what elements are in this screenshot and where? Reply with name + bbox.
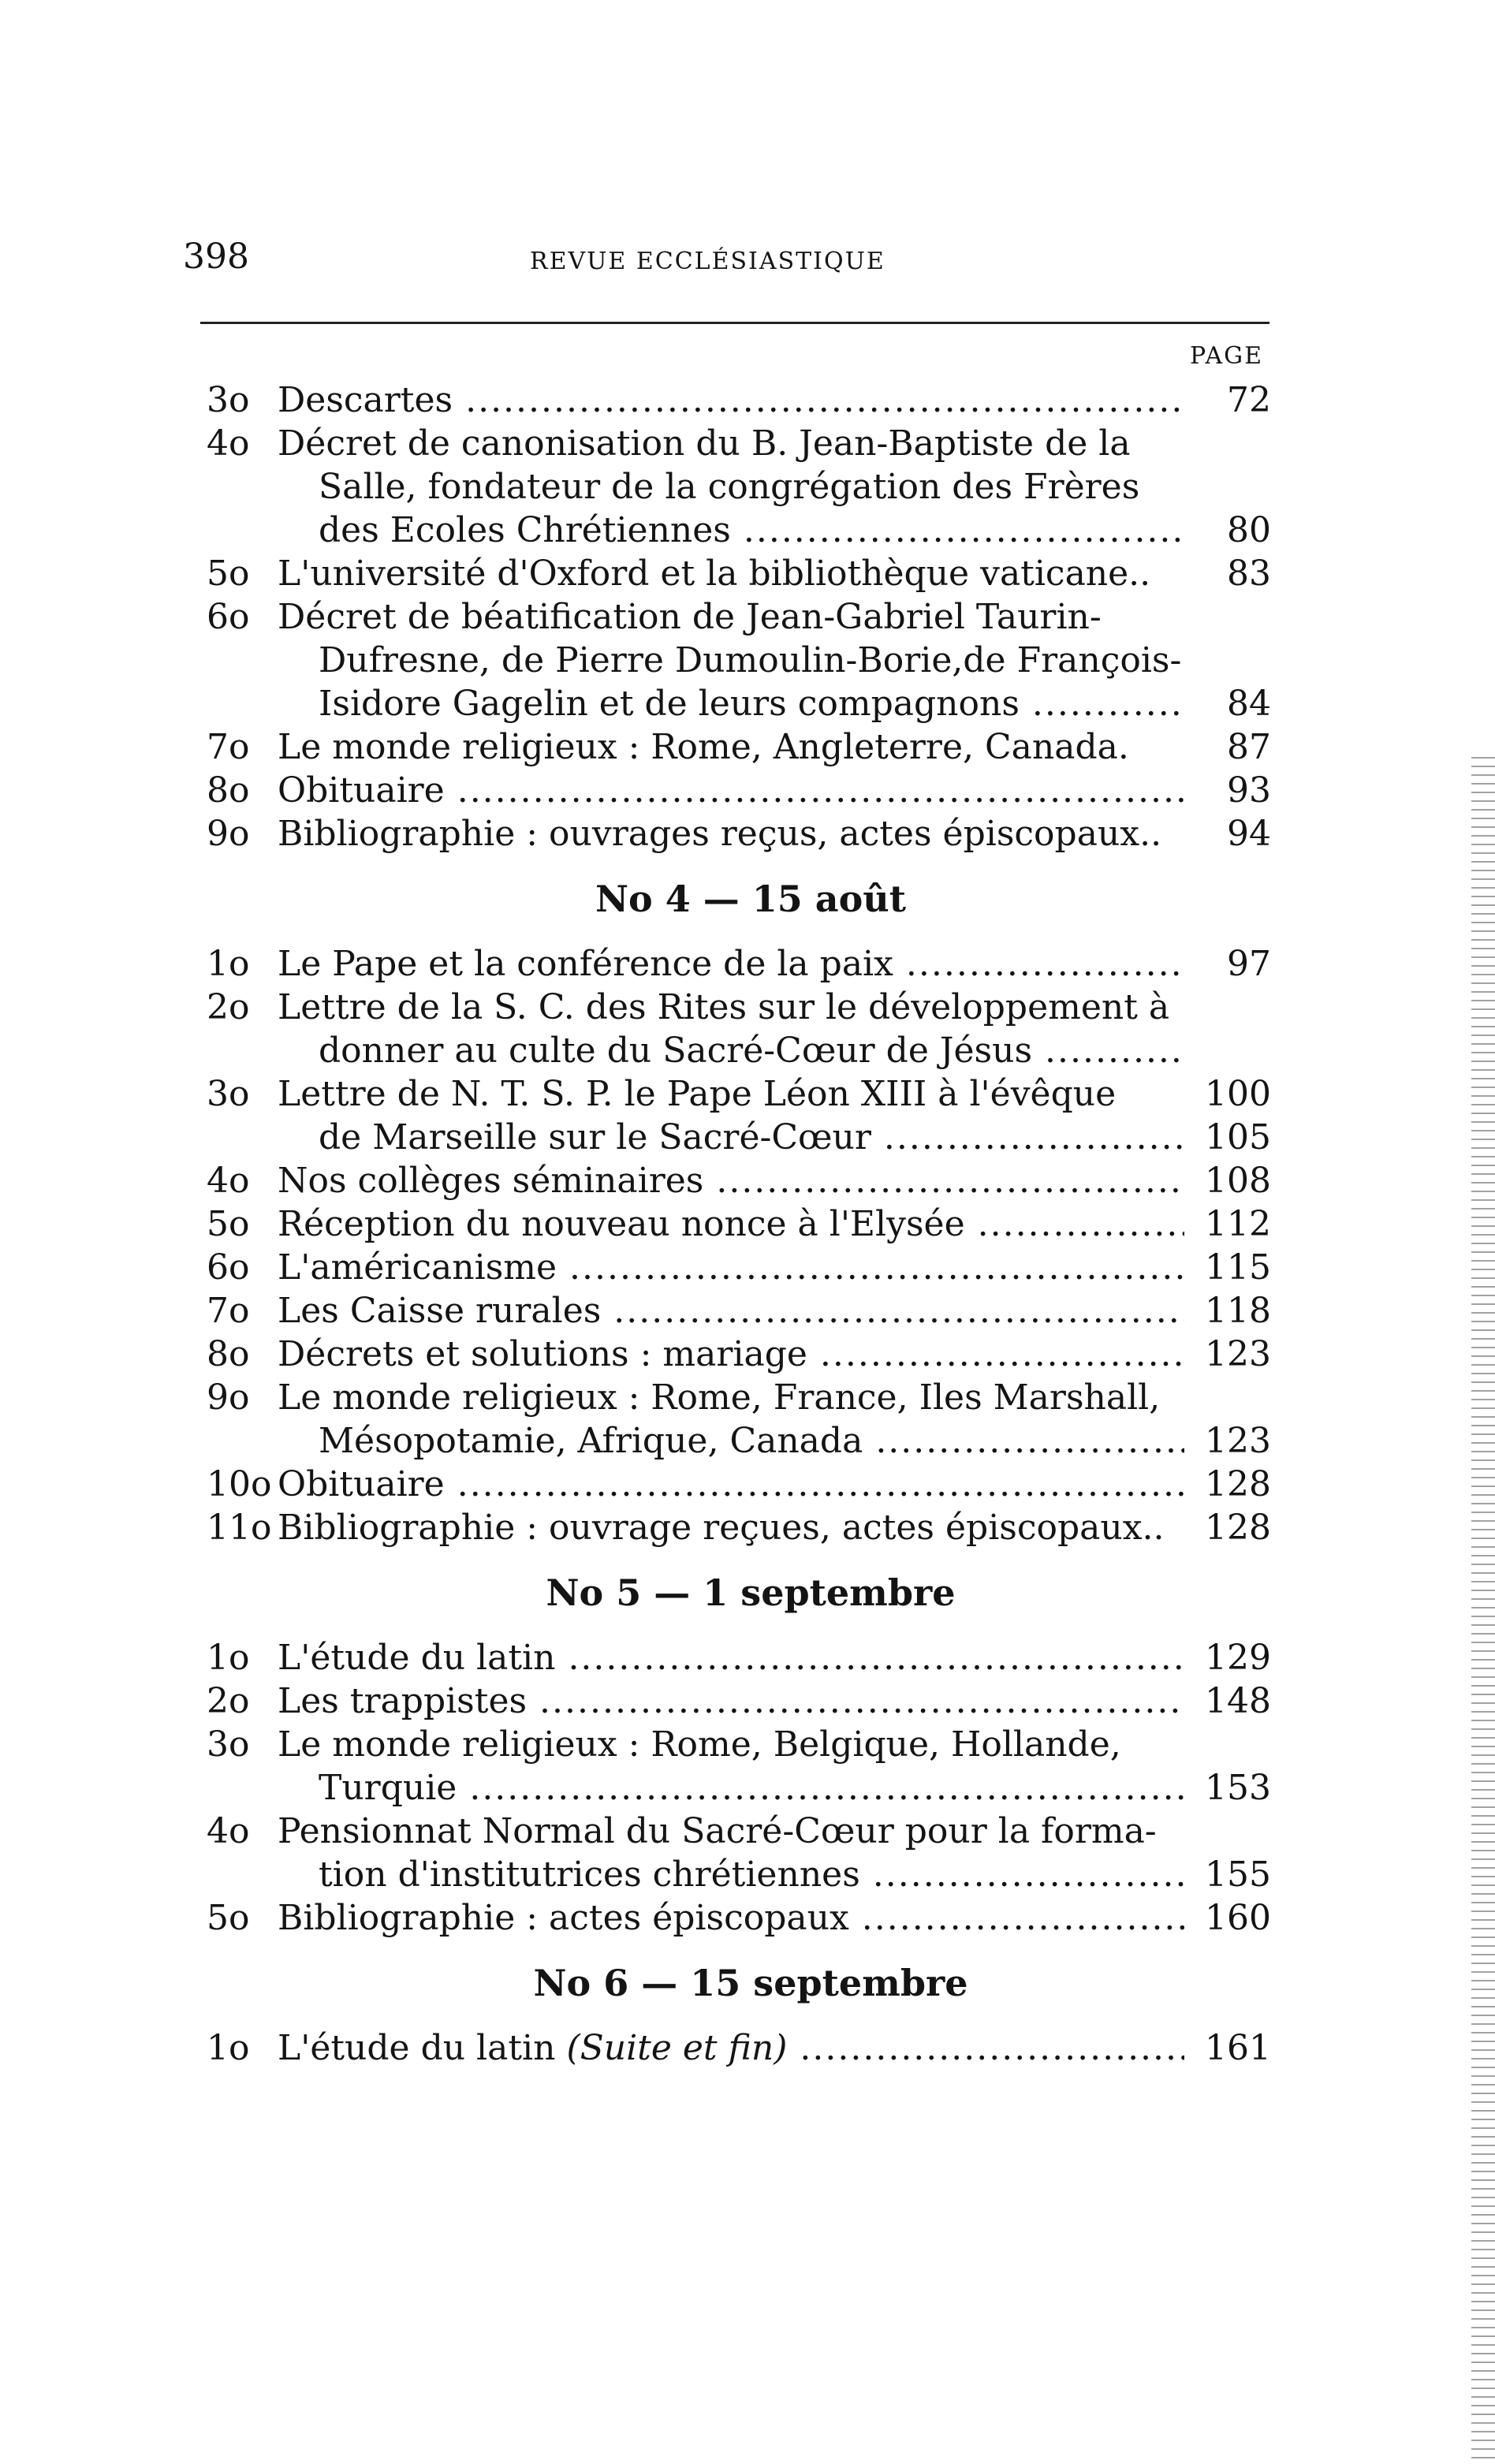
- entry-title-text: tion d'institutrices chrétiennes: [319, 1855, 860, 1895]
- toc-row: [183, 1853, 1271, 1896]
- entry-title-text: Les Caisse rurales: [278, 1291, 602, 1331]
- journal-title: REVUE ECCLÉSIASTIQUE: [530, 248, 885, 275]
- entry-title: [278, 552, 1184, 595]
- entry-page: 105: [1205, 1117, 1271, 1157]
- entry-title: [278, 1289, 1184, 1333]
- entry-title-text: Nos collèges séminaires: [278, 1161, 704, 1201]
- page-column-label: PAGE: [1190, 342, 1263, 370]
- entry-page: 148: [1205, 1681, 1271, 1721]
- entry-number: 7o: [207, 1291, 250, 1331]
- entry-page: 128: [1205, 1464, 1271, 1504]
- entry-number: 1o: [207, 944, 250, 984]
- entry-title-text: L'étude du latin: [278, 1638, 556, 1678]
- entry-title-text: Turquie: [319, 1768, 457, 1808]
- entry-number: 8o: [207, 1334, 250, 1374]
- entry-title: [278, 1246, 1184, 1289]
- entry-page: 112: [1205, 1204, 1271, 1244]
- entry-title: [278, 595, 1184, 639]
- entry-title-text: Décret de béatification de Jean-Gabriel Taurin-: [278, 597, 1102, 637]
- entry-title: [319, 1853, 1184, 1896]
- entry-title-text: L'américanisme: [278, 1247, 557, 1288]
- entry-title: [278, 1810, 1184, 1853]
- toc-row: [183, 2026, 1271, 2070]
- entry-title-text: Le Pape et la conférence de la paix: [278, 944, 893, 984]
- entry-page: 93: [1227, 770, 1271, 811]
- entry-title: [319, 509, 1184, 552]
- entry-title-text: Le monde religieux : Rome, Belgique, Hollande,: [278, 1724, 1121, 1765]
- entry-title-text: Décret de canonisation du B. Jean-Baptiste de la: [278, 423, 1131, 464]
- entry-page: 72: [1227, 380, 1271, 420]
- entry-page: 83: [1227, 554, 1271, 594]
- entry-title-text: Mésopotamie, Afrique, Canada: [319, 1421, 863, 1461]
- entry-number: 7o: [207, 727, 250, 767]
- entry-title: [278, 769, 1184, 812]
- section-title: No 5 — 1 septembre: [546, 1571, 956, 1614]
- entry-title-text: Lettre de la S. C. des Rites sur le développement à: [278, 987, 1170, 1027]
- entry-title: [278, 378, 1184, 422]
- entry-page: 129: [1205, 1638, 1271, 1678]
- entry-number: 6o: [207, 1247, 250, 1288]
- entry-number: 3o: [207, 1724, 250, 1765]
- entry-title: [278, 1333, 1184, 1376]
- entry-title-text: Dufresne, de Pierre Dumoulin-Borie,de François-: [319, 640, 1182, 680]
- toc-row: [183, 1116, 1271, 1159]
- entry-title-text: Décrets et solutions : mariage: [278, 1334, 807, 1374]
- toc-row: [183, 1679, 1271, 1723]
- entry-title: [278, 812, 1184, 856]
- entry-title: [319, 1766, 1184, 1810]
- toc-row: [183, 1506, 1271, 1549]
- entry-number: 10o: [207, 1464, 272, 1504]
- entry-title: [278, 2026, 1184, 2070]
- entry-page: 100: [1205, 1074, 1271, 1114]
- entry-number: 5o: [207, 1898, 250, 1938]
- entry-number: 4o: [207, 423, 250, 464]
- entry-title-text: Bibliographie : actes épiscopaux: [278, 1898, 849, 1938]
- entry-page: 123: [1205, 1421, 1271, 1461]
- entry-number: 9o: [207, 814, 250, 854]
- entry-title: [278, 1896, 1184, 1940]
- entry-title-text: L'université d'Oxford et la bibliothèque vaticane..: [278, 554, 1151, 594]
- entry-number: 4o: [207, 1161, 250, 1201]
- entry-title-text: Isidore Gagelin et de leurs compagnons: [319, 684, 1020, 724]
- toc-row: [183, 812, 1271, 856]
- entry-title: [278, 422, 1184, 465]
- entry-title-text: Le monde religieux : Rome, France, Iles Marshall,: [278, 1377, 1161, 1418]
- toc-row: [183, 986, 1271, 1029]
- entry-title: [278, 1202, 1184, 1246]
- toc-row: [183, 595, 1271, 639]
- entry-number: 8o: [207, 770, 250, 811]
- entry-title: [278, 1376, 1184, 1419]
- entry-title-text: de Marseille sur le Sacré-Cœur: [319, 1117, 871, 1157]
- toc-row: [183, 1202, 1271, 1246]
- toc-row: [183, 1636, 1271, 1679]
- entry-title-text: Lettre de N. T. S. P. le Pape Léon XIII à l'évêque: [278, 1074, 1117, 1114]
- toc-row: [183, 509, 1271, 552]
- entry-page: 161: [1205, 2028, 1271, 2068]
- entry-page: 118: [1205, 1291, 1271, 1331]
- entry-number: 2o: [207, 1681, 250, 1721]
- entry-page: 160: [1205, 1898, 1271, 1938]
- section-title: No 4 — 15 août: [595, 878, 906, 920]
- entry-title: [278, 1679, 1184, 1723]
- toc-row: [183, 725, 1271, 769]
- entry-title: [278, 1463, 1184, 1506]
- entry-page: 115: [1205, 1247, 1271, 1288]
- running-head: [183, 237, 1271, 284]
- entry-title-text: des Ecoles Chrétiennes: [319, 510, 731, 550]
- entry-title: [278, 1506, 1184, 1549]
- entry-title: [319, 1116, 1184, 1159]
- toc-row: [183, 552, 1271, 595]
- entry-title: [319, 682, 1184, 725]
- toc-row: [183, 1896, 1271, 1940]
- entry-number: 5o: [207, 1204, 250, 1244]
- entry-number: 3o: [207, 1074, 250, 1114]
- entry-page: 80: [1227, 510, 1271, 550]
- entry-title: [319, 1419, 1184, 1463]
- entry-title: [278, 1159, 1184, 1202]
- entry-title-italic: (Suite et fin): [566, 2028, 788, 2068]
- toc-row: [183, 682, 1271, 725]
- toc-row: [183, 1376, 1271, 1419]
- toc-row: [183, 1072, 1271, 1116]
- toc-row: [183, 422, 1271, 465]
- entry-title: [319, 639, 1184, 682]
- entry-number: 6o: [207, 597, 250, 637]
- entry-number: 1o: [207, 1638, 250, 1678]
- toc-row: [183, 942, 1271, 986]
- entry-number: 1o: [207, 2028, 250, 2068]
- toc-row: [183, 1723, 1271, 1766]
- toc-row: [183, 1159, 1271, 1202]
- page-number: 398: [183, 237, 249, 277]
- entry-page: 153: [1205, 1768, 1271, 1808]
- section-title: No 6 — 15 septembre: [533, 1962, 968, 2004]
- entry-number: 5o: [207, 554, 250, 594]
- entry-number: 4o: [207, 1811, 250, 1851]
- entry-title: [278, 986, 1184, 1029]
- entry-title-text: Bibliographie : ouvrages reçus, actes épiscopaux..: [278, 814, 1162, 854]
- toc-row: [183, 1419, 1271, 1463]
- entry-page: 84: [1227, 684, 1271, 724]
- entry-title-text: Obituaire: [278, 1464, 445, 1504]
- entry-title-text: Descartes: [278, 380, 453, 420]
- toc-row: [183, 1289, 1271, 1333]
- entry-title: [319, 1029, 1184, 1072]
- toc-row: [183, 769, 1271, 812]
- entry-title-text: Les trappistes: [278, 1681, 528, 1721]
- document-page: [183, 0, 1271, 2464]
- toc-row: [183, 1333, 1271, 1376]
- entry-page: 97: [1227, 944, 1271, 984]
- toc-row: [183, 378, 1271, 422]
- entry-page: 155: [1205, 1855, 1271, 1895]
- toc-row: [183, 1810, 1271, 1853]
- entry-title: [278, 1072, 1184, 1116]
- toc-row: [183, 1463, 1271, 1506]
- toc-row: [183, 1246, 1271, 1289]
- entry-title: [278, 725, 1184, 769]
- entry-number: 2o: [207, 987, 250, 1027]
- header-rule: [200, 322, 1269, 324]
- entry-title: [319, 465, 1184, 509]
- toc-row: [183, 1029, 1271, 1072]
- entry-number: 3o: [207, 380, 250, 420]
- entry-title-text: Salle, fondateur de la congrégation des Frères: [319, 467, 1140, 507]
- entry-title-text: Le monde religieux : Rome, Angleterre, Canada.: [278, 727, 1129, 767]
- entry-title-text: Bibliographie : ouvrage reçues, actes épiscopaux..: [278, 1508, 1165, 1548]
- entry-title-text: L'étude du latin: [278, 2028, 556, 2068]
- toc-row: [183, 639, 1271, 682]
- entry-title-text: Pensionnat Normal du Sacré-Cœur pour la forma-: [278, 1811, 1157, 1851]
- binding-edge-marks: [1471, 757, 1495, 2464]
- entry-page: 128: [1205, 1508, 1271, 1548]
- entry-page: 123: [1205, 1334, 1271, 1374]
- entry-number: 9o: [207, 1377, 250, 1418]
- entry-page: 87: [1227, 727, 1271, 767]
- table-of-contents: [183, 378, 1271, 2070]
- entry-title: [278, 1723, 1184, 1766]
- entry-title-text: Obituaire: [278, 770, 445, 811]
- entry-title: [278, 942, 1184, 986]
- toc-row: [183, 465, 1271, 509]
- toc-row: [183, 1766, 1271, 1810]
- entry-number: 11o: [207, 1508, 272, 1548]
- entry-title: [278, 1636, 1184, 1679]
- entry-page: 108: [1205, 1161, 1271, 1201]
- entry-title-text: Réception du nouveau nonce à l'Elysée: [278, 1204, 965, 1244]
- entry-page: 94: [1227, 814, 1271, 854]
- entry-title-text: donner au culte du Sacré-Cœur de Jésus: [319, 1031, 1033, 1071]
